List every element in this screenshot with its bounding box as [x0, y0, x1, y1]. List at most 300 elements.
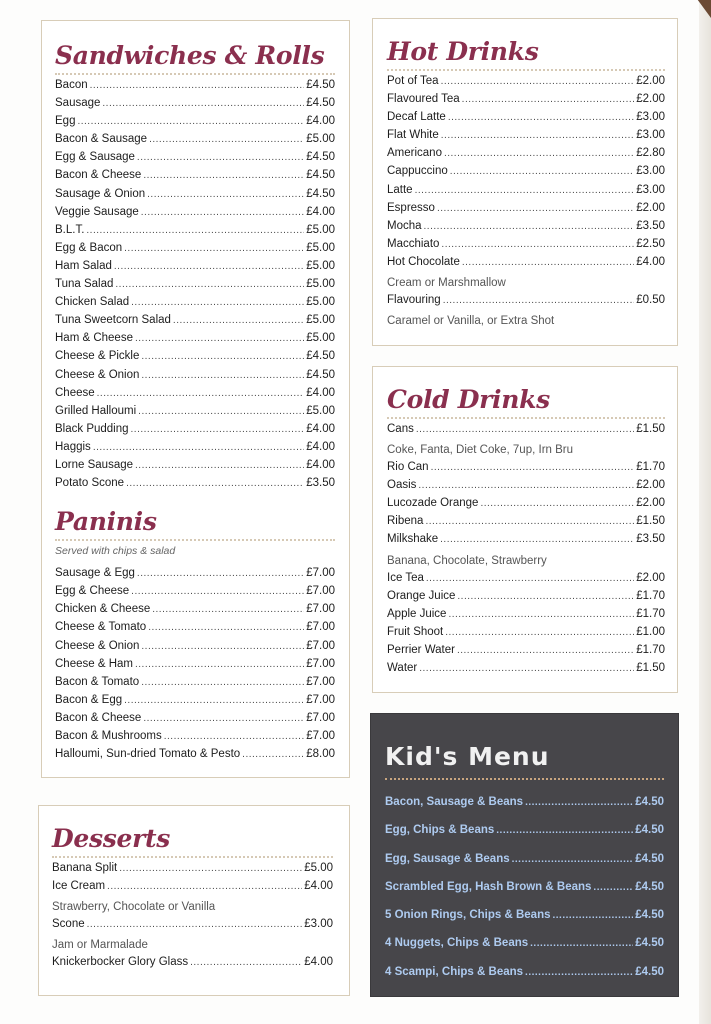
menu-item-price: £7.00 [306, 657, 335, 670]
menu-item [55, 567, 335, 585]
dot-leader [593, 882, 633, 893]
menu-item-name: Grilled Halloumi [55, 404, 137, 417]
menu-item-price: £1.50 [636, 515, 665, 528]
menu-item-name: Bacon & Tomato [55, 675, 140, 688]
menu-item-price: £5.00 [306, 133, 335, 146]
menu-item-name: 4 Scampi, Chips & Beans [385, 965, 524, 978]
dot-leader [512, 854, 634, 865]
menu-item-name: B.L.T. [55, 223, 85, 236]
dot-leader [152, 604, 304, 615]
menu-item-name: Macchiato [387, 237, 440, 250]
dot-leader [141, 677, 304, 688]
menu-item [55, 658, 335, 676]
menu-item [55, 332, 335, 350]
menu-item-name: Mocha [387, 219, 422, 232]
menu-item-price: £2.50 [636, 237, 665, 250]
menu-item-name: Decaf Latte [387, 111, 446, 124]
dot-leader [90, 80, 305, 91]
menu-item [55, 603, 335, 621]
dot-leader [190, 957, 302, 968]
menu-item-price: £5.00 [306, 314, 335, 327]
panel-hot-drinks [372, 18, 678, 346]
dot-leader [124, 695, 304, 706]
menu-item [387, 461, 665, 479]
menu-item-price: £1.00 [636, 625, 665, 638]
menu-item-price: £2.00 [636, 479, 665, 492]
menu-item-price: £5.00 [306, 332, 335, 345]
dot-leader [462, 257, 634, 268]
menu-list-paninis [55, 567, 335, 766]
menu-item-price: £2.80 [636, 147, 665, 160]
divider [385, 778, 664, 780]
menu-item-price: £3.50 [306, 477, 335, 490]
menu-item-price: £1.50 [636, 423, 665, 435]
menu-item [55, 115, 335, 133]
menu-item-price: £1.70 [636, 607, 665, 620]
divider [387, 417, 665, 419]
menu-item [55, 730, 335, 748]
menu-item-name: Cheese & Onion [55, 368, 140, 381]
dot-leader [77, 116, 304, 127]
menu-item-name: Flavouring [387, 294, 441, 307]
menu-item-price: £4.00 [304, 956, 333, 969]
menu-item-name: Egg & Cheese [55, 585, 130, 598]
menu-list-desserts [52, 862, 333, 974]
dot-leader [141, 207, 304, 218]
menu-item [55, 350, 335, 368]
menu-item [387, 202, 665, 220]
menu-item-name: Oasis [387, 479, 417, 492]
dot-leader [424, 221, 635, 232]
menu-item-name: 5 Onion Rings, Chips & Beans [385, 909, 551, 922]
dot-leader [148, 622, 304, 633]
menu-item [55, 133, 335, 151]
dot-leader [441, 76, 635, 87]
menu-item [385, 824, 664, 852]
menu-item [385, 881, 664, 909]
menu-item-name: Cheese [55, 386, 95, 399]
dot-leader [87, 919, 303, 930]
menu-item [387, 129, 665, 147]
dot-leader [418, 480, 634, 491]
menu-item-price: £5.00 [306, 223, 335, 236]
dot-leader [441, 239, 634, 250]
section-title-cold-drinks: Cold Drinks [387, 385, 550, 414]
dot-leader [450, 166, 634, 177]
menu-item-price: £5.00 [306, 404, 335, 417]
menu-item-price: £8.00 [306, 748, 335, 761]
menu-item-price: £4.50 [635, 796, 664, 808]
menu-item-price: £4.50 [635, 880, 664, 893]
dot-leader [147, 189, 304, 200]
dot-leader [525, 797, 633, 808]
dot-leader [107, 881, 302, 892]
menu-item-price: £3.00 [304, 918, 333, 931]
menu-item [52, 862, 333, 880]
menu-item [387, 662, 665, 680]
menu-item-name: Hot Chocolate [387, 255, 460, 268]
menu-item-price: £3.50 [636, 533, 665, 546]
dot-leader [93, 442, 304, 453]
dot-leader [143, 170, 304, 181]
menu-item-price: £3.00 [636, 111, 665, 124]
dot-leader [131, 297, 304, 308]
menu-item-price: £4.50 [635, 852, 664, 865]
menu-item-note: Coke, Fanta, Diet Coke, 7up, Irn Bru [387, 444, 574, 457]
dot-leader [425, 516, 634, 527]
dot-leader [416, 424, 634, 435]
dot-leader [126, 478, 304, 489]
menu-list-kids [385, 796, 664, 994]
menu-item-name: Scrambled Egg, Hash Brown & Beans [385, 880, 592, 893]
menu-item-name: Bacon & Cheese [55, 711, 142, 724]
dot-leader [135, 333, 304, 344]
menu-item-name: Tuna Salad [55, 278, 114, 291]
dot-leader [426, 573, 634, 584]
dot-leader [97, 388, 305, 399]
divider [55, 539, 335, 541]
dot-leader [530, 938, 633, 949]
menu-item-price: £7.00 [306, 693, 335, 706]
menu-item [387, 497, 665, 515]
menu-item-price: £7.00 [306, 730, 335, 742]
menu-item-price: £4.50 [306, 368, 335, 381]
menu-item-name: Bacon & Egg [55, 693, 123, 706]
menu-item [52, 918, 333, 936]
menu-item-name: Bacon [55, 79, 88, 91]
menu-item [387, 184, 665, 202]
menu-item [55, 151, 335, 169]
menu-item-name: Perrier Water [387, 643, 455, 656]
page-edge [699, 0, 711, 1024]
menu-item-price: £4.50 [306, 187, 335, 200]
menu-item-name: Cheese & Onion [55, 639, 140, 652]
dot-leader [102, 98, 304, 109]
panel-kids-menu [370, 713, 679, 997]
menu-item-note: Cream or Marshmallow [387, 277, 506, 290]
menu-item-price: £7.00 [306, 567, 335, 580]
menu-item [387, 111, 665, 129]
menu-item-note: Strawberry, Chocolate or Vanilla [52, 901, 216, 914]
dot-leader [415, 185, 635, 196]
menu-item [385, 909, 664, 937]
menu-item-price: £1.50 [636, 662, 665, 675]
dot-leader [431, 462, 635, 473]
menu-item [55, 169, 335, 187]
menu-item-name: Potato Scone [55, 477, 125, 490]
menu-item-price: £5.00 [304, 862, 333, 874]
dot-leader [457, 645, 634, 656]
dot-leader [119, 863, 302, 874]
dot-leader [137, 568, 304, 579]
menu-item-name: Knickerbocker Glory Glass [52, 956, 189, 969]
menu-item [385, 966, 664, 994]
menu-item [55, 676, 335, 694]
menu-item-price: £4.50 [306, 169, 335, 182]
menu-item-price: £3.00 [636, 165, 665, 178]
menu-item-price: £4.50 [306, 79, 335, 91]
dot-leader [149, 134, 304, 145]
menu-item-name: Haggis [55, 440, 91, 453]
menu-list-sandwiches [55, 79, 335, 495]
dot-leader [444, 148, 634, 159]
dot-leader [440, 534, 634, 545]
menu-item-name: Ham Salad [55, 259, 112, 272]
divider [55, 73, 335, 75]
dot-leader [141, 351, 304, 362]
menu-item-name: Water [387, 662, 418, 675]
menu-item [55, 224, 335, 242]
menu-item [55, 405, 335, 423]
menu-item [55, 79, 335, 97]
panel-desserts [38, 805, 350, 996]
menu-item [387, 147, 665, 165]
dot-leader [448, 112, 634, 123]
menu-item-price: £4.50 [635, 965, 664, 978]
menu-item-price: £4.00 [636, 255, 665, 268]
menu-item-name: Apple Juice [387, 607, 447, 620]
menu-item-price: £0.50 [636, 294, 665, 307]
menu-item-price: £7.00 [306, 711, 335, 724]
divider [387, 69, 665, 71]
menu-item-name: Tuna Sweetcorn Salad [55, 314, 171, 327]
menu-item [55, 296, 335, 314]
menu-item [387, 220, 665, 238]
menu-item-price: £2.00 [636, 75, 665, 87]
section-title-desserts: Desserts [52, 824, 171, 853]
dot-leader [525, 967, 633, 978]
menu-item-price: £4.00 [306, 422, 335, 435]
section-title-kids-menu: Kid's Menu [385, 742, 550, 771]
panel-cold-drinks [372, 366, 678, 693]
dot-leader [480, 498, 634, 509]
menu-item-price: £4.00 [304, 880, 333, 893]
menu-item-name: Lucozade Orange [387, 497, 479, 510]
section-title-hot-drinks: Hot Drinks [387, 37, 539, 66]
menu-item-name: Flavoured Tea [387, 93, 460, 106]
menu-item [55, 748, 335, 766]
menu-item [55, 423, 335, 441]
menu-item-price: £1.70 [636, 643, 665, 656]
menu-item-name: Rio Can [387, 461, 429, 474]
menu-item [387, 590, 665, 608]
menu-item-price: £4.00 [306, 386, 335, 399]
dot-leader [124, 243, 304, 254]
menu-item-name: Cappuccino [387, 165, 448, 178]
menu-item-name: Ham & Cheese [55, 332, 133, 345]
dot-leader [437, 203, 634, 214]
menu-item [387, 644, 665, 662]
menu-item-name: Sausage [55, 97, 101, 110]
menu-item-name: Ice Cream [52, 880, 106, 893]
menu-item-name: Egg, Sausage & Beans [385, 852, 510, 865]
menu-item-price: £1.70 [636, 461, 665, 474]
dot-leader [457, 591, 634, 602]
menu-item-price: £1.70 [636, 589, 665, 602]
menu-item-price: £4.50 [306, 151, 335, 164]
menu-item-name: Chicken Salad [55, 296, 130, 309]
dot-leader [141, 641, 304, 652]
menu-item-name: Bacon, Sausage & Beans [385, 796, 524, 808]
menu-item [52, 956, 333, 974]
menu-item-price: £5.00 [306, 278, 335, 291]
menu-item-price: £4.00 [306, 115, 335, 128]
menu-item-name: Sausage & Onion [55, 187, 146, 200]
dot-leader [141, 370, 304, 381]
section-subtitle-paninis: Served with chips & salad [55, 545, 176, 558]
menu-item [55, 242, 335, 260]
menu-item-price: £4.00 [306, 458, 335, 471]
menu-item-name: Pot of Tea [387, 75, 439, 87]
menu-item-name: Veggie Sausage [55, 205, 139, 218]
menu-item-price: £7.00 [306, 621, 335, 634]
menu-item [387, 423, 665, 441]
menu-item [55, 585, 335, 603]
menu-item [387, 608, 665, 626]
menu-item-price: £5.00 [306, 241, 335, 254]
menu-item [55, 369, 335, 387]
divider [52, 856, 333, 858]
menu-item [55, 278, 335, 296]
dot-leader [462, 94, 635, 105]
menu-item-name: Cheese & Ham [55, 657, 133, 670]
panel-sandwiches-paninis [41, 20, 350, 778]
menu-item [387, 294, 665, 312]
menu-item-name: Bacon & Mushrooms [55, 730, 162, 742]
menu-item [55, 206, 335, 224]
menu-item-name: Flat White [387, 129, 439, 142]
menu-list-hot-drinks [387, 75, 665, 332]
menu-item-price: £7.00 [306, 639, 335, 652]
dot-leader [419, 663, 634, 674]
menu-item-name: Egg, Chips & Beans [385, 824, 495, 837]
menu-item-name: Latte [387, 183, 413, 196]
dot-leader [131, 424, 305, 435]
menu-item-name: Bacon & Cheese [55, 169, 142, 182]
dot-leader [443, 295, 635, 306]
menu-item-price: £2.00 [636, 571, 665, 584]
menu-item-note: Jam or Marmalade [52, 939, 148, 952]
menu-item [387, 238, 665, 256]
menu-item-name: Egg & Sausage [55, 151, 135, 164]
menu-item-price: £4.50 [306, 97, 335, 110]
section-title-sandwiches: Sandwiches & Rolls [55, 41, 325, 70]
menu-item-note: Caramel or Vanilla, or Extra Shot [387, 315, 555, 328]
menu-item-price: £2.00 [636, 201, 665, 214]
dot-leader [86, 225, 304, 236]
menu-item [387, 165, 665, 183]
menu-item [387, 533, 665, 551]
menu-item-name: 4 Nuggets, Chips & Beans [385, 937, 529, 950]
menu-item-price: £4.00 [306, 440, 335, 453]
menu-item-price: £7.00 [306, 603, 335, 616]
menu-item-name: Scone [52, 918, 85, 931]
dot-leader [445, 627, 634, 638]
menu-item-price: £5.00 [306, 296, 335, 309]
menu-item-price: £3.00 [636, 183, 665, 196]
menu-item-name: Cheese & Pickle [55, 350, 140, 363]
menu-item-name: Halloumi, Sun-dried Tomato & Pesto [55, 748, 241, 761]
dot-leader [448, 609, 634, 620]
menu-item [385, 937, 664, 965]
menu-item-price: £2.00 [636, 93, 665, 106]
menu-item-price: £3.50 [636, 219, 665, 232]
menu-item [387, 256, 665, 274]
dot-leader [242, 749, 304, 760]
menu-item [387, 515, 665, 533]
menu-list-cold-drinks [387, 423, 665, 680]
menu-item [52, 880, 333, 898]
menu-item [387, 93, 665, 111]
menu-item-price: £7.00 [306, 585, 335, 598]
menu-item [55, 97, 335, 115]
dot-leader [173, 315, 304, 326]
dot-leader [553, 910, 634, 921]
menu-item-name: Americano [387, 147, 442, 160]
menu-item-price: £4.50 [635, 909, 664, 922]
menu-item-name: Bacon & Sausage [55, 133, 148, 146]
menu-item-name: Sausage & Egg [55, 567, 135, 580]
menu-item [387, 75, 665, 93]
menu-item-name: Banana Split [52, 862, 118, 874]
dot-leader [441, 130, 634, 141]
section-title-paninis: Paninis [55, 507, 157, 537]
menu-item [387, 572, 665, 590]
menu-item [55, 314, 335, 332]
menu-item-name: Lorne Sausage [55, 458, 134, 471]
dot-leader [114, 261, 304, 272]
menu-item-name: Espresso [387, 201, 435, 214]
menu-item-price: £7.00 [306, 675, 335, 688]
menu-item-name: Cans [387, 423, 414, 435]
menu-item-name: Ice Tea [387, 571, 424, 584]
dot-leader [135, 460, 304, 471]
dot-leader [135, 659, 304, 670]
menu-item [385, 853, 664, 881]
dot-leader [131, 586, 304, 597]
menu-item [55, 387, 335, 405]
menu-item [387, 479, 665, 497]
menu-item-price: £4.50 [635, 937, 664, 950]
menu-item-name: Ribena [387, 515, 424, 528]
menu-item-name: Cheese & Tomato [55, 621, 147, 634]
dot-leader [164, 731, 304, 742]
menu-item [55, 260, 335, 278]
menu-item-note: Banana, Chocolate, Strawberry [387, 554, 547, 567]
menu-item-name: Orange Juice [387, 589, 456, 602]
menu-item-name: Fruit Shoot [387, 625, 444, 638]
menu-item [55, 477, 335, 495]
menu-item-price: £4.50 [306, 350, 335, 363]
menu-item-name: Black Pudding [55, 422, 129, 435]
menu-item-price: £4.00 [306, 205, 335, 218]
menu-item-name: Egg [55, 115, 76, 128]
menu-item-name: Milkshake [387, 533, 439, 546]
menu-item-price: £2.00 [636, 497, 665, 510]
menu-item-name: Egg & Bacon [55, 241, 123, 254]
dot-leader [138, 406, 304, 417]
dot-leader [137, 152, 304, 163]
menu-item-price: £5.00 [306, 259, 335, 272]
menu-item [55, 188, 335, 206]
menu-item-name: Chicken & Cheese [55, 603, 151, 616]
menu-item [55, 459, 335, 477]
menu-item [385, 796, 664, 824]
dot-leader [496, 825, 633, 836]
dot-leader [143, 713, 304, 724]
menu-item-price: £4.50 [635, 824, 664, 837]
menu-item-price: £3.00 [636, 129, 665, 142]
